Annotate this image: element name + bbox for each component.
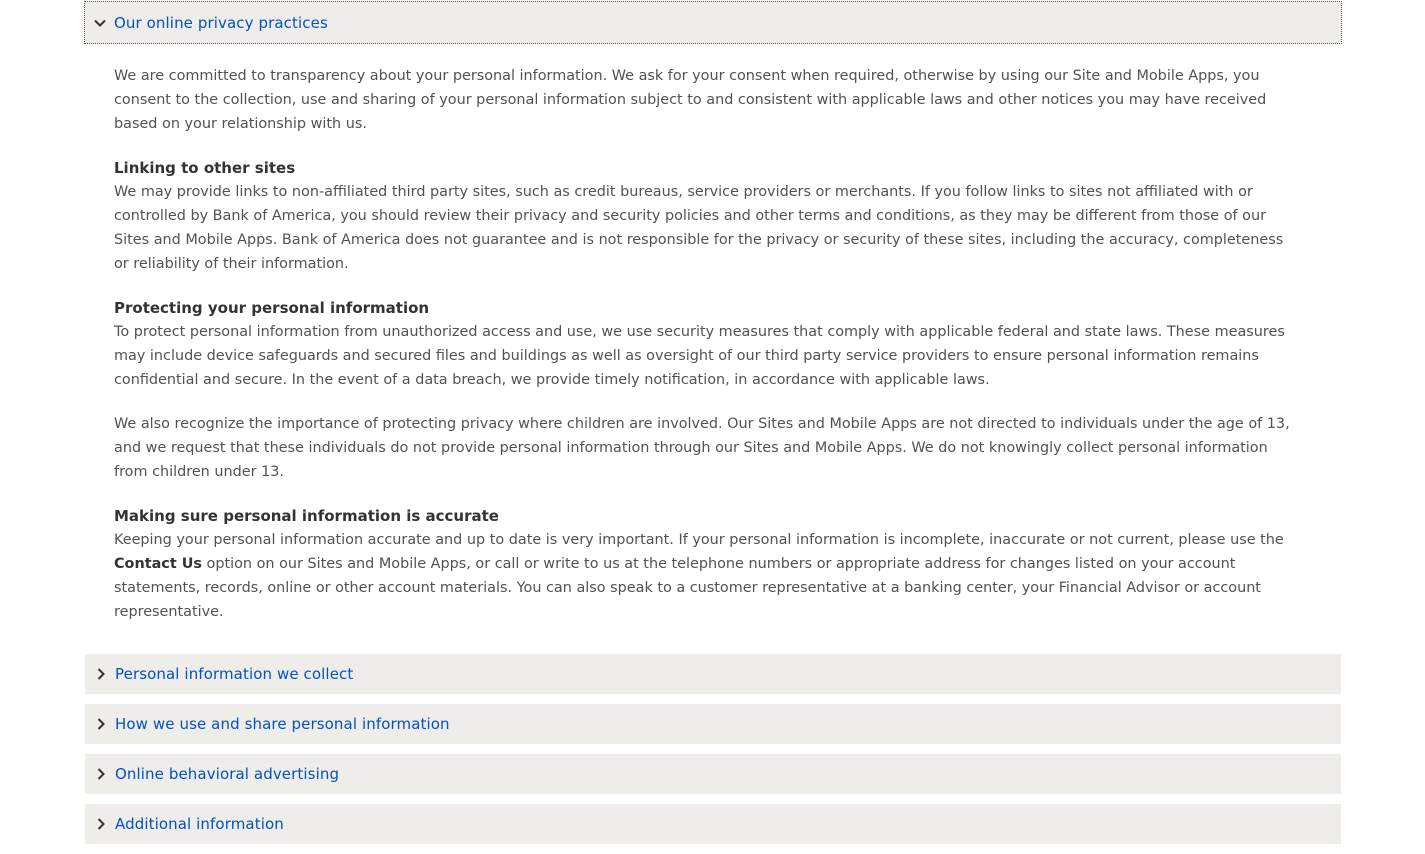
- chevron-right-icon: [95, 818, 107, 830]
- protecting-heading: Protecting your personal information: [114, 299, 430, 317]
- protecting-block: [114, 296, 1302, 392]
- chevron-right-icon: [95, 768, 107, 780]
- linking-heading: Linking to other sites: [114, 159, 296, 177]
- protecting-text: To protect personal information from unauthorized access and use, we use security measures that comply with applicable federal and state laws. These measures may include device safeguards and secured files and buildings as well as oversight of our third party service providers to ensure personal information remains confidential and secure. In the event of a data breach, we provide timely notification, in accordance with applicable laws.: [114, 324, 1285, 388]
- section-title: Additional information: [115, 815, 284, 833]
- section-header-personal-information-we-collect[interactable]: [85, 654, 1341, 694]
- accuracy-text-before: Keeping your personal information accurate and up to date is very important. If your personal information is incomplete, inaccurate or not current, please use the: [114, 532, 1284, 548]
- linking-text: We may provide links to non-affiliated third party sites, such as credit bureaus, service providers or merchants. If you follow links to sites not affiliated with or controlled by Bank of America, you should review their privacy and security policies and other terms and conditions, as they may be different from those of our Sites and Mobile Apps. Bank of America does not guarantee and is not responsible for the privacy or security of these sites, including the accuracy, completeness or reliability of their information.: [114, 184, 1284, 272]
- collapsed-sections: [84, 654, 1342, 844]
- contact-us-link[interactable]: Contact Us: [114, 556, 202, 572]
- section-header-online-privacy-practices[interactable]: [84, 1, 1342, 44]
- children-paragraph: We also recognize the importance of protecting privacy where children are involved. Our Sites and Mobile Apps are not directed to individuals under the age of 13, and we request that these individuals do not provide personal information through our Sites and Mobile Apps. We do not knowingly collect personal information from children under 13.: [114, 416, 1290, 480]
- accuracy-text-after: option on our Sites and Mobile Apps, or call or write to us at the telephone numbers or appropriate address for changes listed on your account statements, records, online or other account materials. You can also speak to a customer representative at a banking center, your Financial Advisor or account representative.: [114, 556, 1261, 620]
- section-header-additional-information[interactable]: [85, 804, 1341, 844]
- privacy-accordion: [84, 1, 1342, 854]
- section-title: How we use and share personal information: [115, 715, 450, 733]
- accuracy-block: [114, 504, 1302, 624]
- section-title: Online behavioral advertising: [115, 765, 340, 783]
- section-title: Our online privacy practices: [114, 13, 328, 32]
- chevron-down-icon: [94, 17, 106, 29]
- chevron-right-icon: [95, 668, 107, 680]
- accuracy-heading: Making sure personal information is accurate: [114, 507, 499, 525]
- section-header-online-behavioral-advertising[interactable]: [85, 754, 1341, 794]
- section-header-how-we-use-and-share[interactable]: [85, 704, 1341, 744]
- linking-block: [114, 156, 1302, 276]
- section-body-online-privacy-practices: [84, 44, 1342, 654]
- intro-paragraph: We are committed to transparency about your personal information. We ask for your consent when required, otherwise by using our Site and Mobile Apps, you consent to the collection, use and sharing of your personal information subject to and consistent with applicable laws and other notices you may have received based on your relationship with us.: [114, 68, 1267, 132]
- section-title: Personal information we collect: [115, 665, 354, 683]
- chevron-right-icon: [95, 718, 107, 730]
- accuracy-text: [114, 528, 1302, 624]
